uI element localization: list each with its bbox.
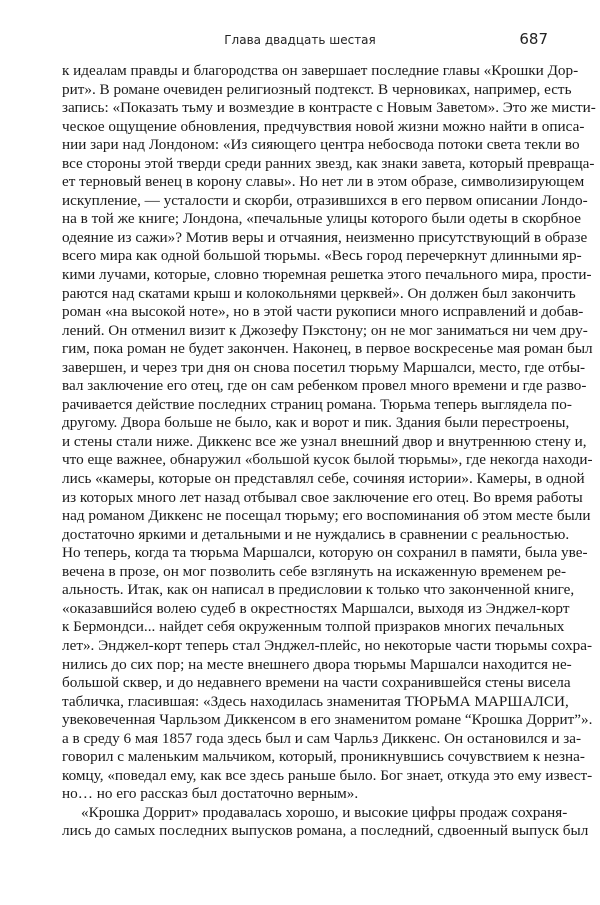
body-text xyxy=(62,62,596,841)
text-line: на в той же книге; Лондона, «печальные улицы которого были одеты в скорбное xyxy=(62,210,582,228)
text-line: рит». В романе очевиден религиозный подтекст. В черновиках, например, есть xyxy=(62,80,572,98)
text-line: лись «камеры, которые он представлял себе, сочиняя истории». Камеры, в одной xyxy=(62,470,585,488)
text-line: вал заключение его отец, где он сам ребенком провел много времени и где разво- xyxy=(62,377,587,395)
text-line: всего мира как одной большой тюрьмы. «Весь город перечеркнут длинными яр- xyxy=(62,247,582,265)
page-number: 687 xyxy=(519,30,548,48)
text-line: Но теперь, когда та тюрьма Маршалси, которую он сохранил в памяти, была уве- xyxy=(62,544,588,562)
running-head: Глава двадцать шестая xyxy=(224,33,376,47)
text-line: вечена в прозе, он мог позволить себе взглянуть на искаженную временем ре- xyxy=(62,562,567,580)
text-line: табличка, гласившая: «Здесь находилась знаменитая ТЮРЬМА МАРШАЛСИ, xyxy=(62,692,569,710)
text-line: и стены стали ниже. Диккенс все же узнал внешний двор и внутреннюю стену и, xyxy=(62,432,587,450)
text-line: достаточно яркими и детальными и не нуждались в сравнении с реальностью. xyxy=(62,525,570,543)
text-line: над романом Диккенс не посещал тюрьму; его воспоминания об этом месте были xyxy=(62,507,591,525)
text-line: большой сквер, и до недавнего времени на части сохранившейся стены висела xyxy=(62,674,571,692)
text-line: «Крошка Доррит» продавалась хорошо, и высокие цифры продаж сохраня- xyxy=(81,803,568,821)
text-line: другому. Двора больше не было, как и ворот и пик. Здания были перестроены, xyxy=(62,414,570,432)
text-line: лет». Энджел-корт теперь стал Энджел-плейс, но некоторые части тюрьмы сохра- xyxy=(62,636,593,654)
text-line: роман «на высокой ноте», но в этой части рукописи много исправлений и добав- xyxy=(62,303,584,321)
text-line: к идеалам правды и благородства он завершает последние главы «Крошки Дор- xyxy=(62,62,579,79)
text-line: ческое ощущение обновления, предчувствия новой жизни можно найти в описа- xyxy=(62,117,585,135)
text-line: альность. Итак, как он написал в предисловии к только что законченной книге, xyxy=(62,581,575,599)
text-line: но… но его рассказ был достаточно верным». xyxy=(62,785,359,803)
text-line: из которых много лет назад отбывал свое заключение его отец. Во время работы xyxy=(62,488,583,506)
text-line: увековеченная Чарльзом Диккенсом в его знаменитом романе “Крошка Доррит”». xyxy=(62,711,593,729)
text-line: одеяние из сажи»? Мотив веры и отчаяния, неизменно присутствующий в образе xyxy=(62,228,588,246)
text-line: завершен, и через три дня он снова посетил тюрьму Маршалси, место, где отбы- xyxy=(62,358,586,376)
text-line: нии зари над Лондоном: «Из сияющего центра небосвода потоки света текли во xyxy=(62,136,580,154)
text-line: комцу, «поведал ему, как все здесь раньше было. Бог знает, откуда это ему извест- xyxy=(62,766,593,784)
text-line: рачивается действие последних страниц романа. Тюрьма теперь выглядела по- xyxy=(62,395,572,413)
text-line: говорил с маленьким мальчиком, который, проникнувшись сочувствием к незна- xyxy=(62,748,585,766)
text-line: гим, пока роман не будет закончен. Наконец, в первое воскресенье мая роман был xyxy=(62,340,593,358)
text-line: что еще важнее, обнаружил «большой кусок былой тюрьмы», где некогда находи- xyxy=(62,451,593,469)
text-line: искупление, — усталости и скорби, отразившихся в его первом описании Лондо- xyxy=(62,191,588,209)
text-line: нились до сих пор; на месте внешнего двора тюрьмы Маршалси находится не- xyxy=(62,655,572,673)
text-line: лений. Он отменил визит к Джозефу Пэкстону; он не мог заниматься ни чем дру- xyxy=(62,321,588,339)
text-line: раются над скатами крыш и колокольнями церквей». Он должен был закончить xyxy=(62,284,576,302)
text-line: а в среду 6 мая 1857 года здесь был и сам Чарльз Диккенс. Он остановился и за- xyxy=(62,729,582,747)
text-line: лись до самых последних выпусков романа, а последний, сдвоенный выпуск был xyxy=(62,822,589,840)
text-line: кими лучами, которые, словно тюремная решетка этого печального мира, прости- xyxy=(62,266,592,284)
text-line: все стороны этой тверди среди ранних звезд, как знаки завета, который превраща- xyxy=(62,154,595,172)
text-line: ет терновый венец в корону славы». Но нет ли в этом образе, символизирующем xyxy=(62,173,585,191)
text-line: к Бермондси... найдет себя окруженным толпой призраков многих печальных xyxy=(62,618,565,636)
text-line: запись: «Показать тьму и возмездие в контрасте с Новым Заветом». Это же мисти- xyxy=(62,99,596,117)
text-line: «оказавшийся волею судеб в окрестностях Маршалси, выходя из Энджел-корт xyxy=(62,599,570,617)
